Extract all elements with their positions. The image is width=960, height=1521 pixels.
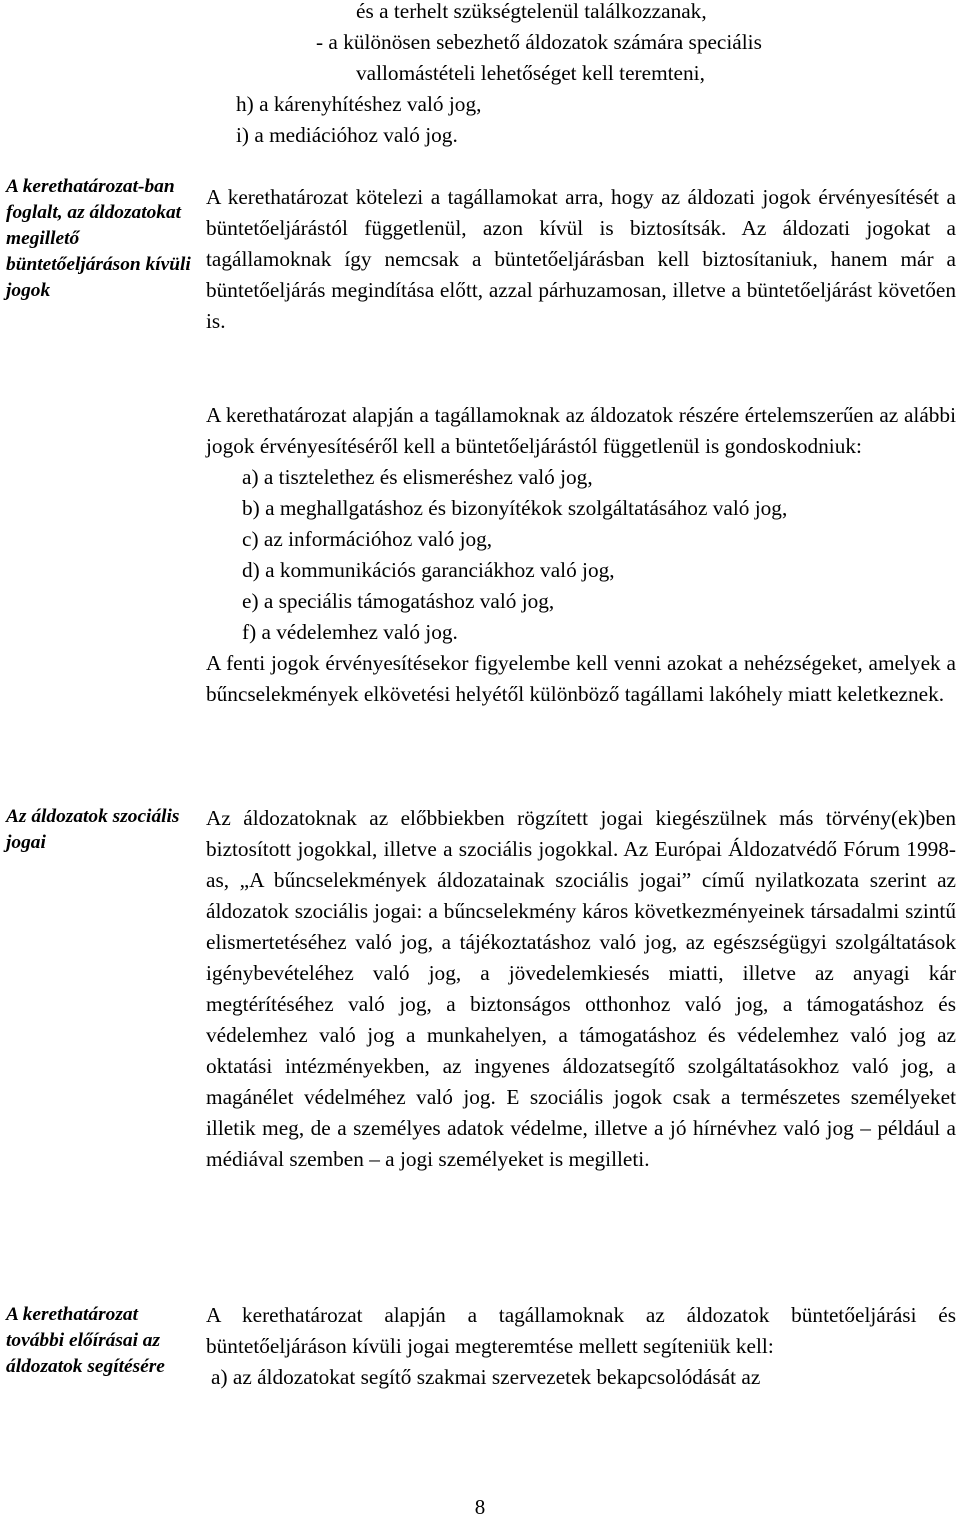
list-item: e) a speciális támogatáshoz való jog,: [242, 589, 555, 613]
list-item: f) a védelemhez való jog.: [242, 620, 458, 644]
page-number: 8: [474, 1495, 486, 1519]
continuation-line: vallomástételi lehetőséget kell teremteni,: [356, 61, 705, 85]
continuation-line: és a terhelt szükségtelenül találkozzanak,: [356, 0, 707, 23]
margin-note-text: A kerethatározat-ban foglalt, az áldozatokat megillető büntetőeljáráson kívüli jogok: [6, 176, 191, 301]
paragraph: A fenti jogok érvényesítésekor figyelembe kell venni azokat a nehézségeket, amelyek a bűncselekmények elkövetési helyétől különböző tagállami lakóhely miatt keletkeznek.: [206, 651, 956, 706]
margin-note-further-provisions: [6, 1302, 196, 1380]
margin-note-text: A kerethatározat további előírásai az áldozatok segítésére: [6, 1304, 165, 1377]
top-continuation: [206, 0, 956, 151]
list-item: a) az áldozatokat segítő szakmai szervezetek bekapcsolódását az: [211, 1365, 761, 1389]
margin-note-social-rights: [6, 804, 196, 856]
list-item-i: i) a mediációhoz való jog.: [236, 123, 458, 147]
list-item: c) az információhoz való jog,: [242, 527, 493, 551]
section-social-rights: [206, 803, 956, 1175]
section-rights-list: [206, 400, 956, 710]
paragraph: Az áldozatoknak az előbbiekben rögzített jogai kiegészülnek más törvény(ek)ben biztosított jogokkal, illetve a szociális jogokkal. Az Európai Áldozatvédő Fórum 1998-as, „A bűncselekmények áldozatainak szociális jogai” című nyilatkozata szerint az áldozatok szociális jogai: a bűncselekmény káros következményeinek társadalmi szintű elismertetéséhez való jog, a tájékoztatáshoz való jog, az egészségügyi szolgáltatások igénybevételéhez való jog, a jövedelemkiesés miatti, illetve az anyagi kár megtérítéséhez való jog, a biztonságos otthonhoz való jog, a támogatáshoz és védelemhez való jog a munkahelyen, a támogatáshoz és védelemhez való jog az oktatási intézményekben, az ingyenes áldozatsegítő szolgáltatásokhoz való jog, a magánélet védelméhez való jog. E szociális jogok csak a természetes személyeket illetik meg, de a személyes adatok védelme, illetve a jó hírnévhez való jog – például a médiával szemben – a jogi személyeket is megilleti.: [206, 806, 956, 1171]
section-further-provisions: [206, 1300, 956, 1393]
margin-note-text: Az áldozatok szociális jogai: [6, 806, 180, 853]
continuation-line: - a különösen sebezhető áldozatok számára speciális: [316, 30, 762, 54]
section-outside-rights: [206, 182, 956, 337]
list-item: d) a kommunikációs garanciákhoz való jog,: [242, 558, 615, 582]
paragraph: A kerethatározat alapján a tagállamoknak az áldozatok részére értelemszerűen az alábbi jogok érvényesítéséről kell a büntetőeljárástól függetlenül is gondoskodniuk:: [206, 403, 956, 458]
paragraph: A kerethatározat alapján a tagállamoknak az áldozatok büntetőeljárási és büntetőeljáráson kívüli jogai megteremtése mellett segíteniük kell:: [206, 1303, 956, 1358]
list-item-h: h) a kárenyhítéshez való jog,: [236, 92, 482, 116]
list-item: b) a meghallgatáshoz és bizonyítékok szolgáltatásához való jog,: [242, 496, 788, 520]
paragraph: A kerethatározat kötelezi a tagállamokat arra, hogy az áldozati jogok érvényesítését a büntetőeljárástól függetlenül, azon kívül is biztosítsák. Az áldozati jogokat a tagállamoknak így nemcsak a büntetőeljárásban kell biztosítaniuk, hanem már a büntetőeljárás megindítása előtt, azzal párhuzamosan, illetve a büntetőeljárást követően is.: [206, 185, 956, 333]
list-item: a) a tisztelethez és elismeréshez való jog,: [242, 465, 593, 489]
margin-note-outside-rights: [6, 174, 196, 304]
